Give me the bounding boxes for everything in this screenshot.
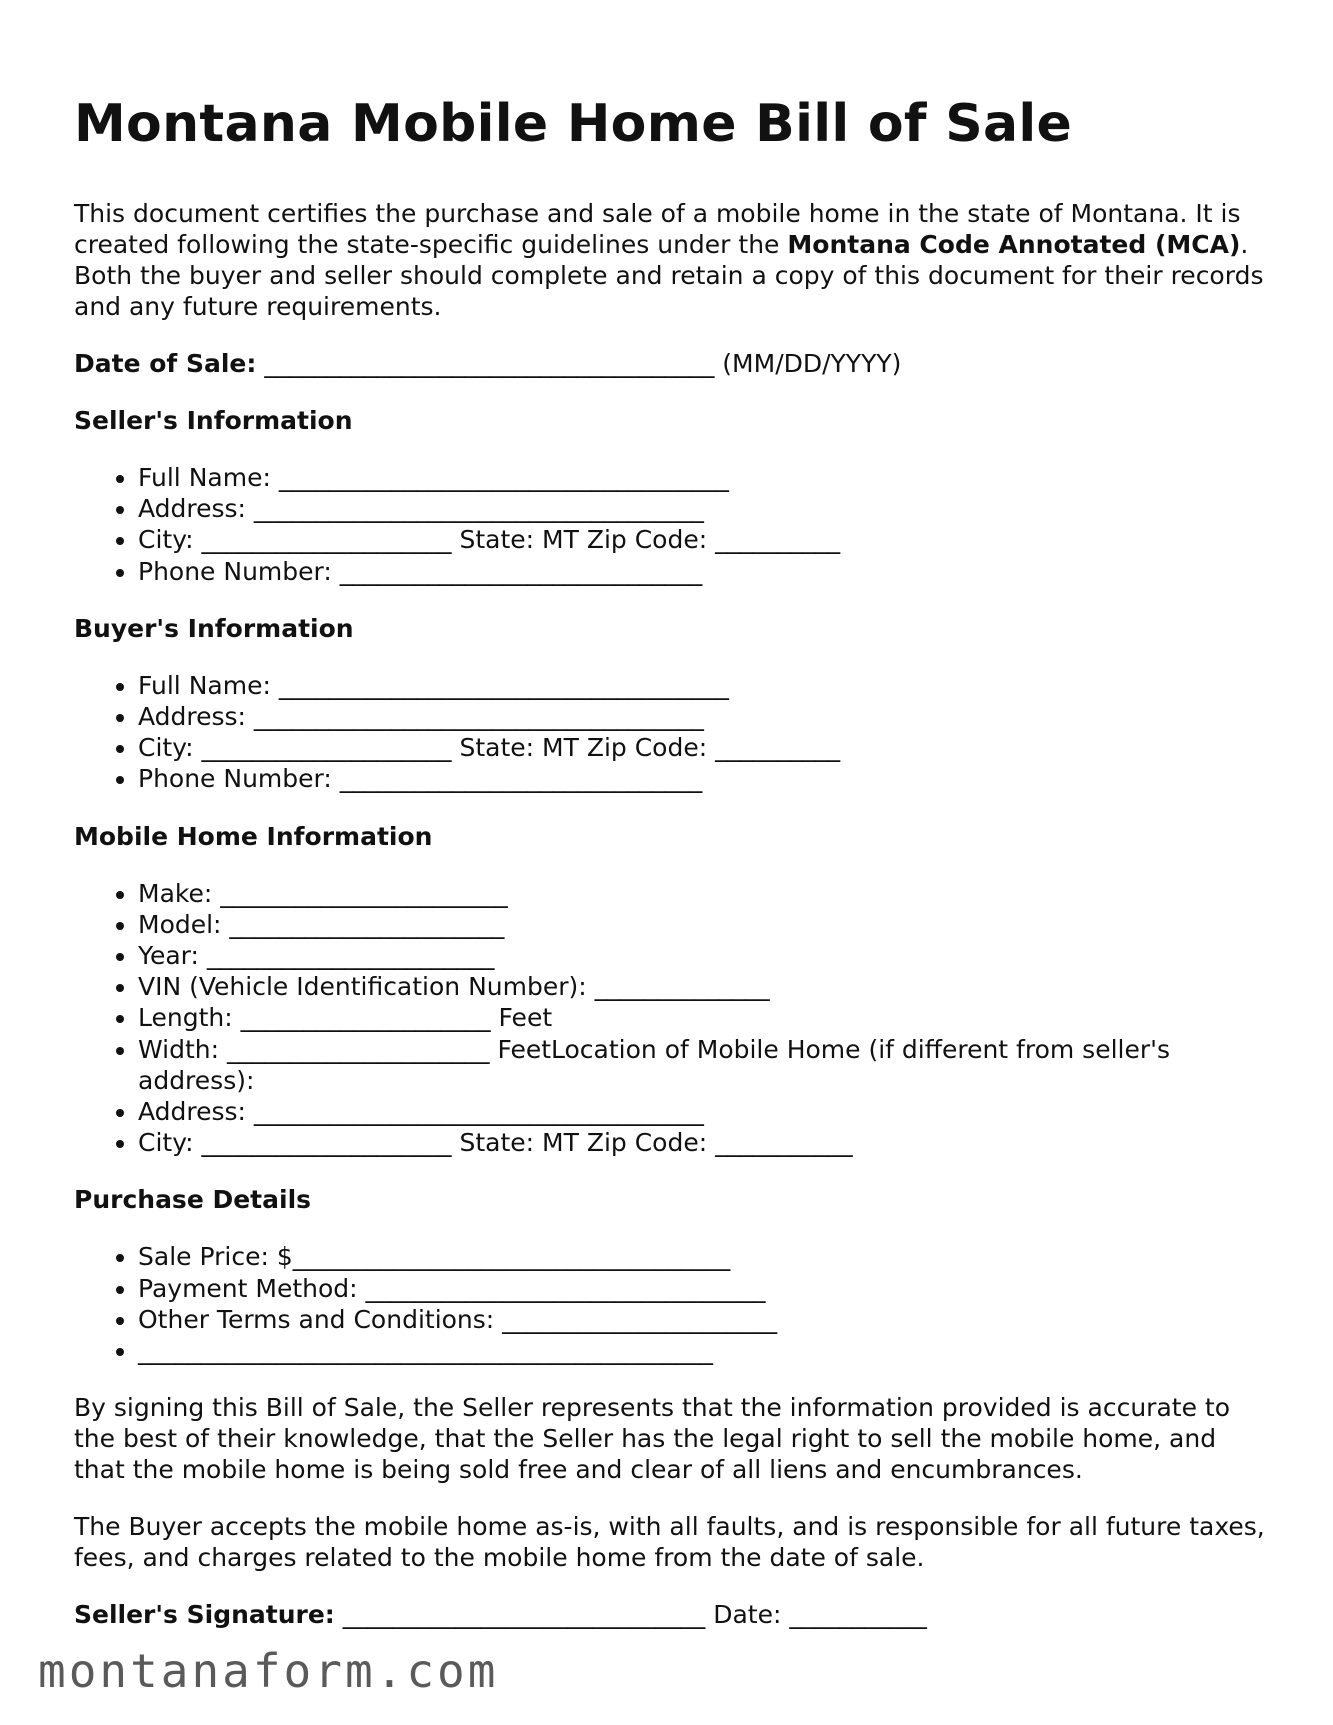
- year-field[interactable]: • Year: _______________________: [138, 940, 1274, 971]
- intro-bold-mca: Montana Code Annotated (MCA): [787, 230, 1241, 259]
- date-of-sale-blank[interactable]: ____________________________________: [256, 349, 723, 378]
- watermark-text: montanaform.com: [38, 1644, 499, 1698]
- width-field[interactable]: • Width: _____________________ FeetLocation of Mobile Home (if different from seller's address):: [138, 1034, 1274, 1096]
- location-address-field[interactable]: • Address: ____________________________________: [138, 1096, 1274, 1127]
- seller-signature-date-field[interactable]: Date: ___________: [713, 1600, 927, 1630]
- seller-signature-blank[interactable]: _____________________________: [334, 1600, 714, 1630]
- seller-section-heading: Seller's Information: [74, 406, 353, 435]
- seller-city-state-zip-field[interactable]: • City: ____________________ State: MT Zip Code: __________: [138, 524, 1274, 555]
- buyer-address-field[interactable]: • Address: ____________________________________: [138, 701, 1274, 732]
- seller-info-list: [74, 462, 1274, 587]
- buyer-acceptance-paragraph: The Buyer accepts the mobile home as-is, with all faults, and is responsible for all future taxes, fees, and charges related to the mobile home from the date of sale.: [74, 1512, 1265, 1573]
- model-field[interactable]: • Model: ______________________: [138, 909, 1274, 940]
- seller-address-field[interactable]: • Address: ____________________________________: [138, 493, 1274, 524]
- payment-method-field[interactable]: • Payment Method: ________________________________: [138, 1273, 1274, 1304]
- buyer-info-list: [74, 670, 1274, 795]
- page-title: Montana Mobile Home Bill of Sale: [74, 94, 1073, 154]
- date-of-sale-field[interactable]: [74, 348, 1274, 379]
- length-field[interactable]: • Length: ____________________ Feet: [138, 1002, 1274, 1033]
- date-of-sale-label: Date of Sale:: [74, 349, 257, 378]
- intro-paragraph: [74, 198, 1274, 322]
- location-city-state-zip-field[interactable]: • City: ____________________ State: MT Zip Code: ___________: [138, 1127, 1274, 1158]
- intro-text-2: . Both the buyer and seller should complete and retain a copy of this document for their records and any future requirements.: [74, 230, 1264, 321]
- seller-signature-label: Seller's Signature:: [74, 1600, 335, 1630]
- document-page: [74, 82, 1274, 1656]
- make-field[interactable]: • Make: _______________________: [138, 878, 1274, 909]
- seller-representation-paragraph: By signing this Bill of Sale, the Seller represents that the information provided is accurate to the best of their knowledge, that the Seller has the legal right to sell the mobile home, and that the mobile home is being sold free and clear of all liens and encumbrances.: [74, 1393, 1230, 1485]
- mobile-home-info-list: [74, 878, 1274, 1159]
- other-terms-field[interactable]: • Other Terms and Conditions: ______________________: [138, 1304, 1274, 1335]
- vin-field[interactable]: • VIN (Vehicle Identification Number): ______________: [138, 971, 1274, 1002]
- sale-price-field[interactable]: • Sale Price: $___________________________________: [138, 1241, 1274, 1272]
- seller-phone-field[interactable]: • Phone Number: _____________________________: [138, 556, 1274, 587]
- seller-full-name-field[interactable]: • Full Name: ____________________________________: [138, 462, 1274, 493]
- mobile-home-section-heading: Mobile Home Information: [74, 821, 433, 851]
- intro-text-1: This document certifies the purchase and sale of a mobile home in the state of Montana. It is created following the state-specific guidelines under the: [74, 199, 1241, 259]
- buyer-city-state-zip-field[interactable]: • City: ____________________ State: MT Zip Code: __________: [138, 732, 1274, 763]
- buyer-section-heading: Buyer's Information: [74, 613, 354, 643]
- seller-signature-line[interactable]: [74, 1599, 1274, 1630]
- buyer-full-name-field[interactable]: • Full Name: ____________________________________: [138, 670, 1274, 701]
- date-format-hint: (MM/DD/YYYY): [722, 349, 902, 378]
- purchase-section-heading: Purchase Details: [74, 1185, 312, 1215]
- other-terms-continued-field[interactable]: • ______________________________________________: [138, 1335, 1274, 1366]
- purchase-details-list: [74, 1241, 1274, 1366]
- buyer-phone-field[interactable]: • Phone Number: _____________________________: [138, 763, 1274, 794]
